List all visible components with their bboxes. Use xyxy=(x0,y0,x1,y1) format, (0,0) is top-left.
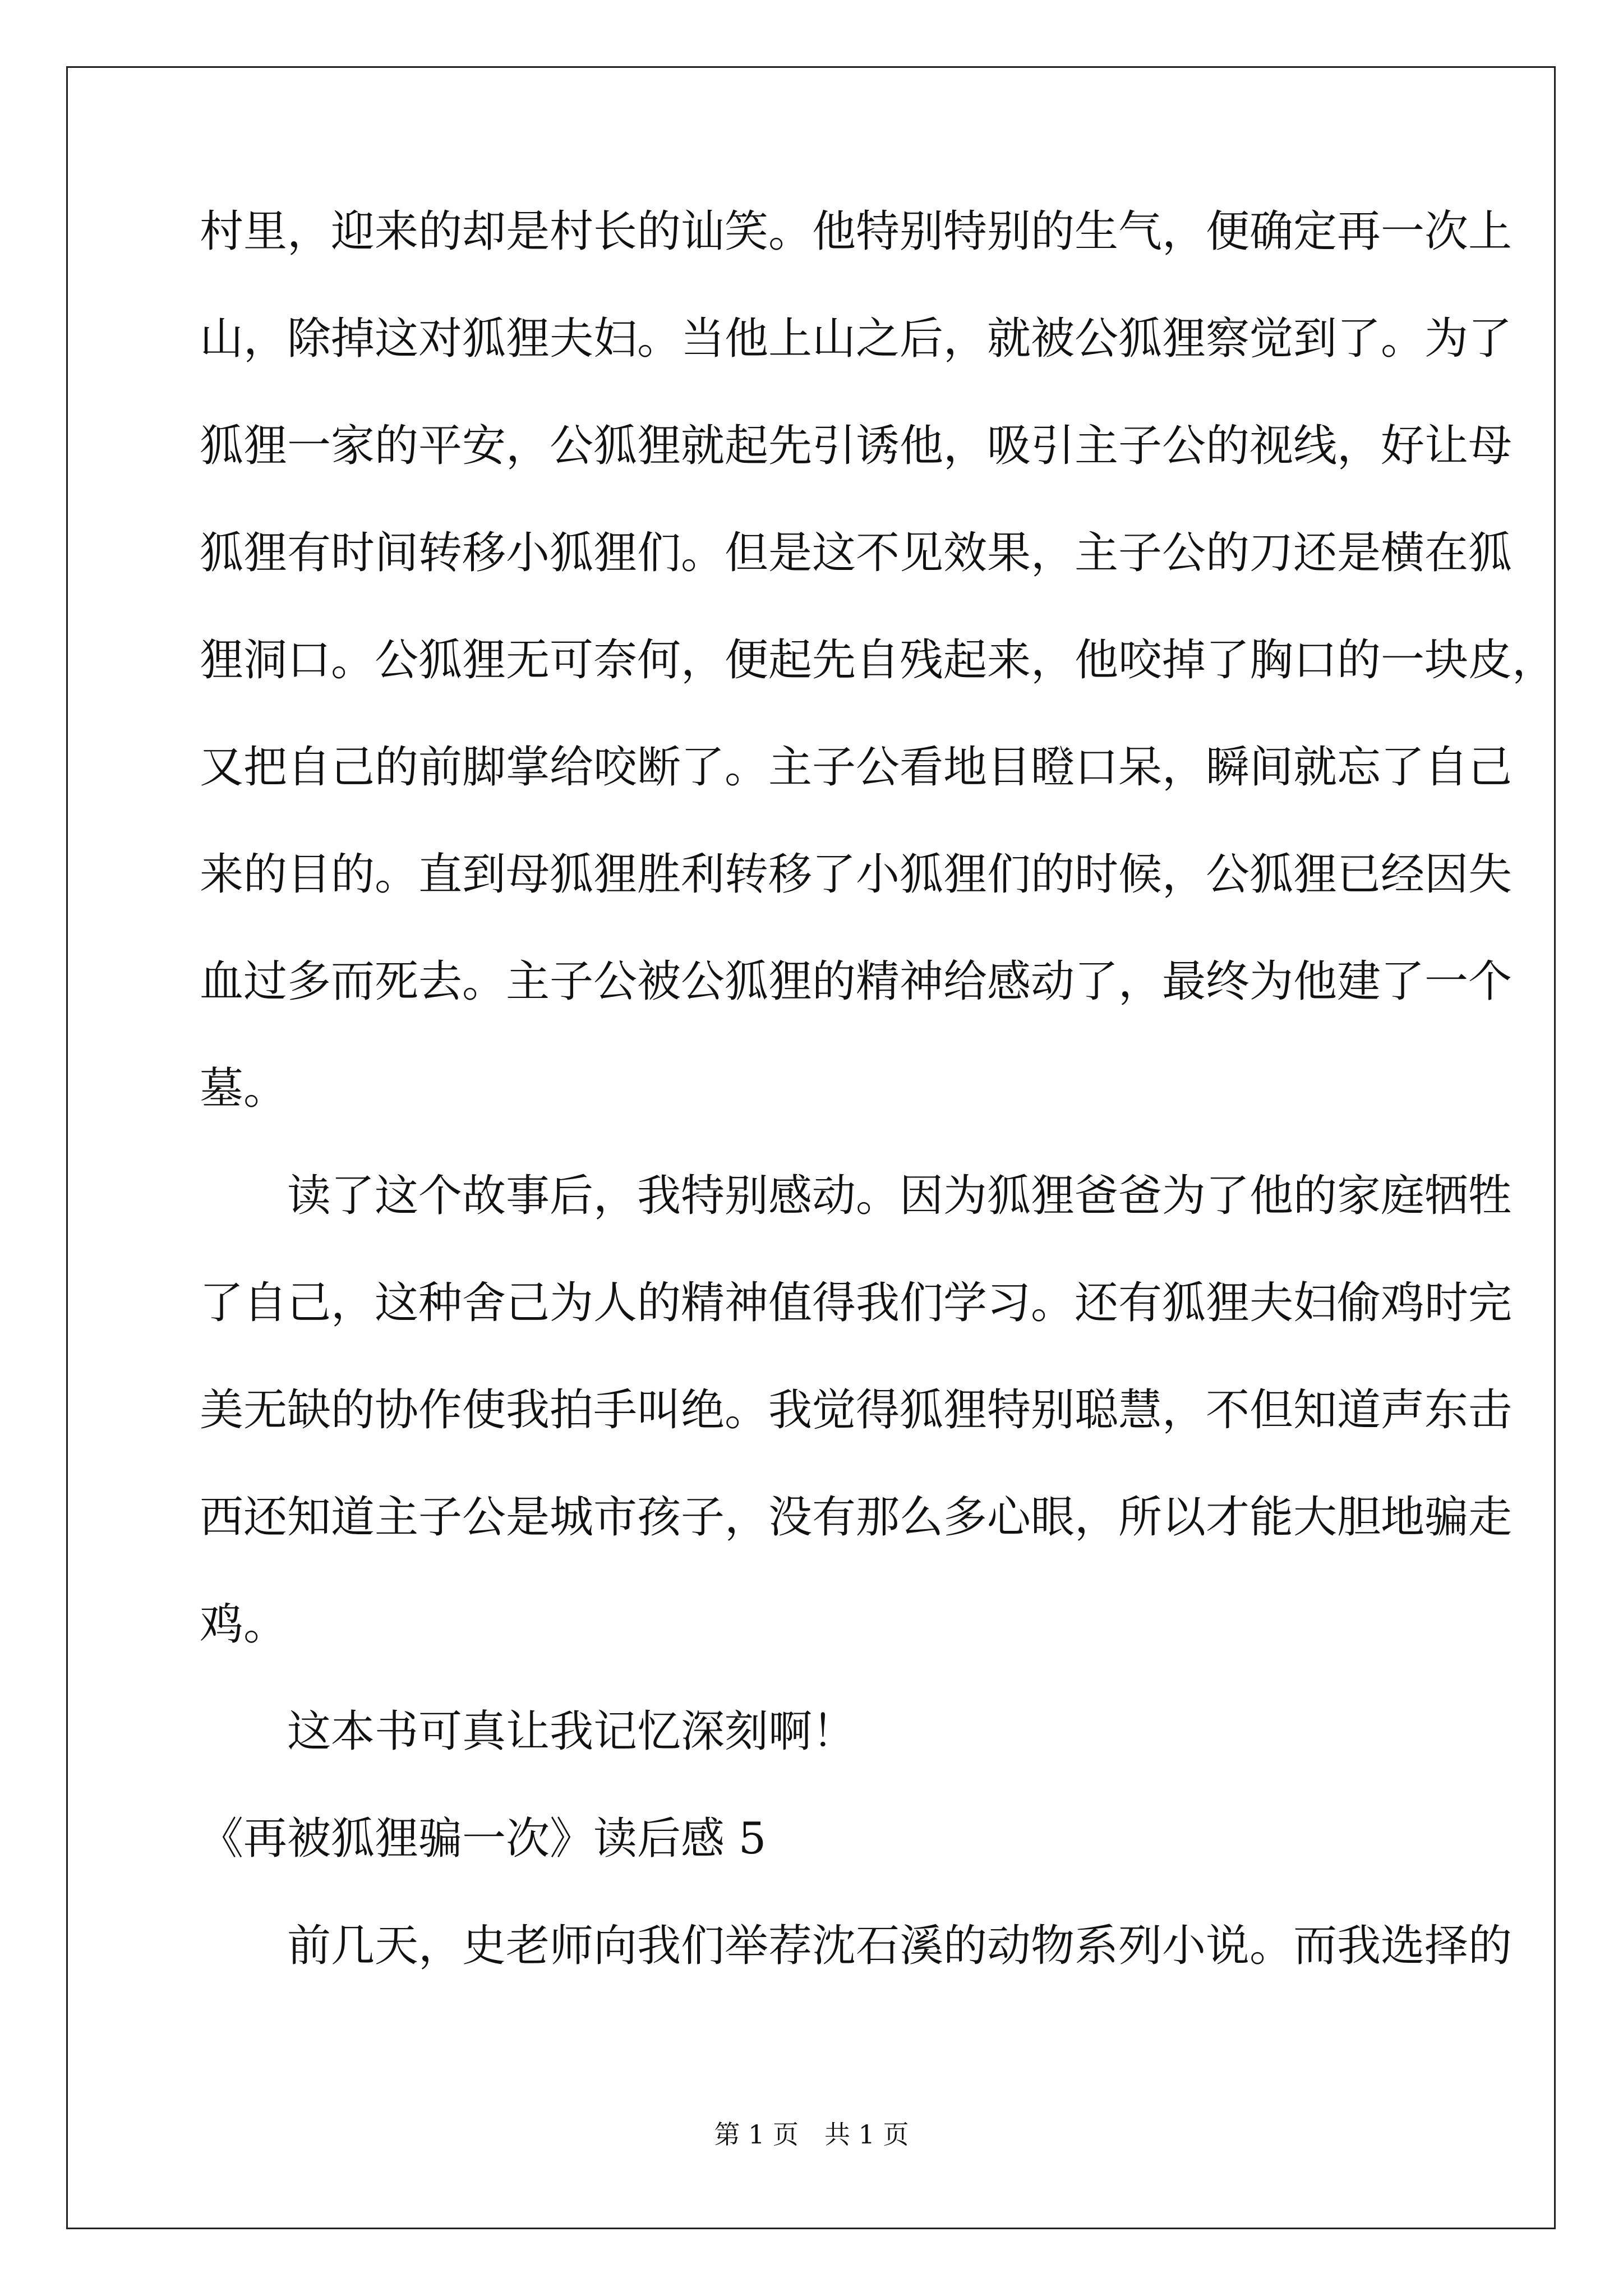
text-line: 村里，迎来的却是村长的讪笑。他特别特别的生气，便确定再一次上 xyxy=(200,206,1513,257)
text-line: 血过多而死去。主子公被公狐狸的精神给感动了，最终为他建了一个 xyxy=(200,956,1513,1007)
page-footer: 第 1 页 共 1 页 xyxy=(714,2119,909,2150)
text-line: 美无缺的协作使我拍手叫绝。我觉得狐狸特别聪慧，不但知道声东击 xyxy=(200,1385,1513,1435)
text-line: 了自己，这种舍己为人的精神值得我们学习。还有狐狸夫妇偷鸡时完 xyxy=(200,1278,1513,1328)
text-line: 鸡。 xyxy=(200,1599,288,1650)
text-line: 读了这个故事后，我特别感动。因为狐狸爸爸为了他的家庭牺牲 xyxy=(287,1171,1513,1221)
text-line: 狐狸有时间转移小狐狸们。但是这不见效果，主子公的刀还是横在狐 xyxy=(200,528,1513,578)
section-heading: 《再被狐狸骗一次》读后感 5 xyxy=(200,1814,767,1864)
text-line: 西还知道主子公是城市孩子，没有那么多心眼，所以才能大胆地骗走 xyxy=(200,1492,1513,1543)
text-line: 山，除掉这对狐狸夫妇。当他上山之后，就被公狐狸察觉到了。为了 xyxy=(200,314,1513,364)
text-line: 狐狸一家的平安，公狐狸就起先引诱他，吸引主子公的视线，好让母 xyxy=(200,421,1513,471)
text-line: 墓。 xyxy=(200,1064,288,1114)
text-line: 狸洞口。公狐狸无可奈何，便起先自残起来，他咬掉了胸口的一块皮， xyxy=(200,635,1556,685)
text-line: 前几天，史老师向我们举荐沈石溪的动物系列小说。而我选择的 xyxy=(287,1921,1513,1971)
text-line: 又把自己的前脚掌给咬断了。主子公看地目瞪口呆，瞬间就忘了自己 xyxy=(200,742,1513,793)
text-line: 来的目的。直到母狐狸胜利转移了小狐狸们的时候，公狐狸已经因失 xyxy=(200,849,1513,900)
text-line: 这本书可真让我记忆深刻啊！ xyxy=(287,1706,856,1757)
page-border xyxy=(66,66,1556,2229)
